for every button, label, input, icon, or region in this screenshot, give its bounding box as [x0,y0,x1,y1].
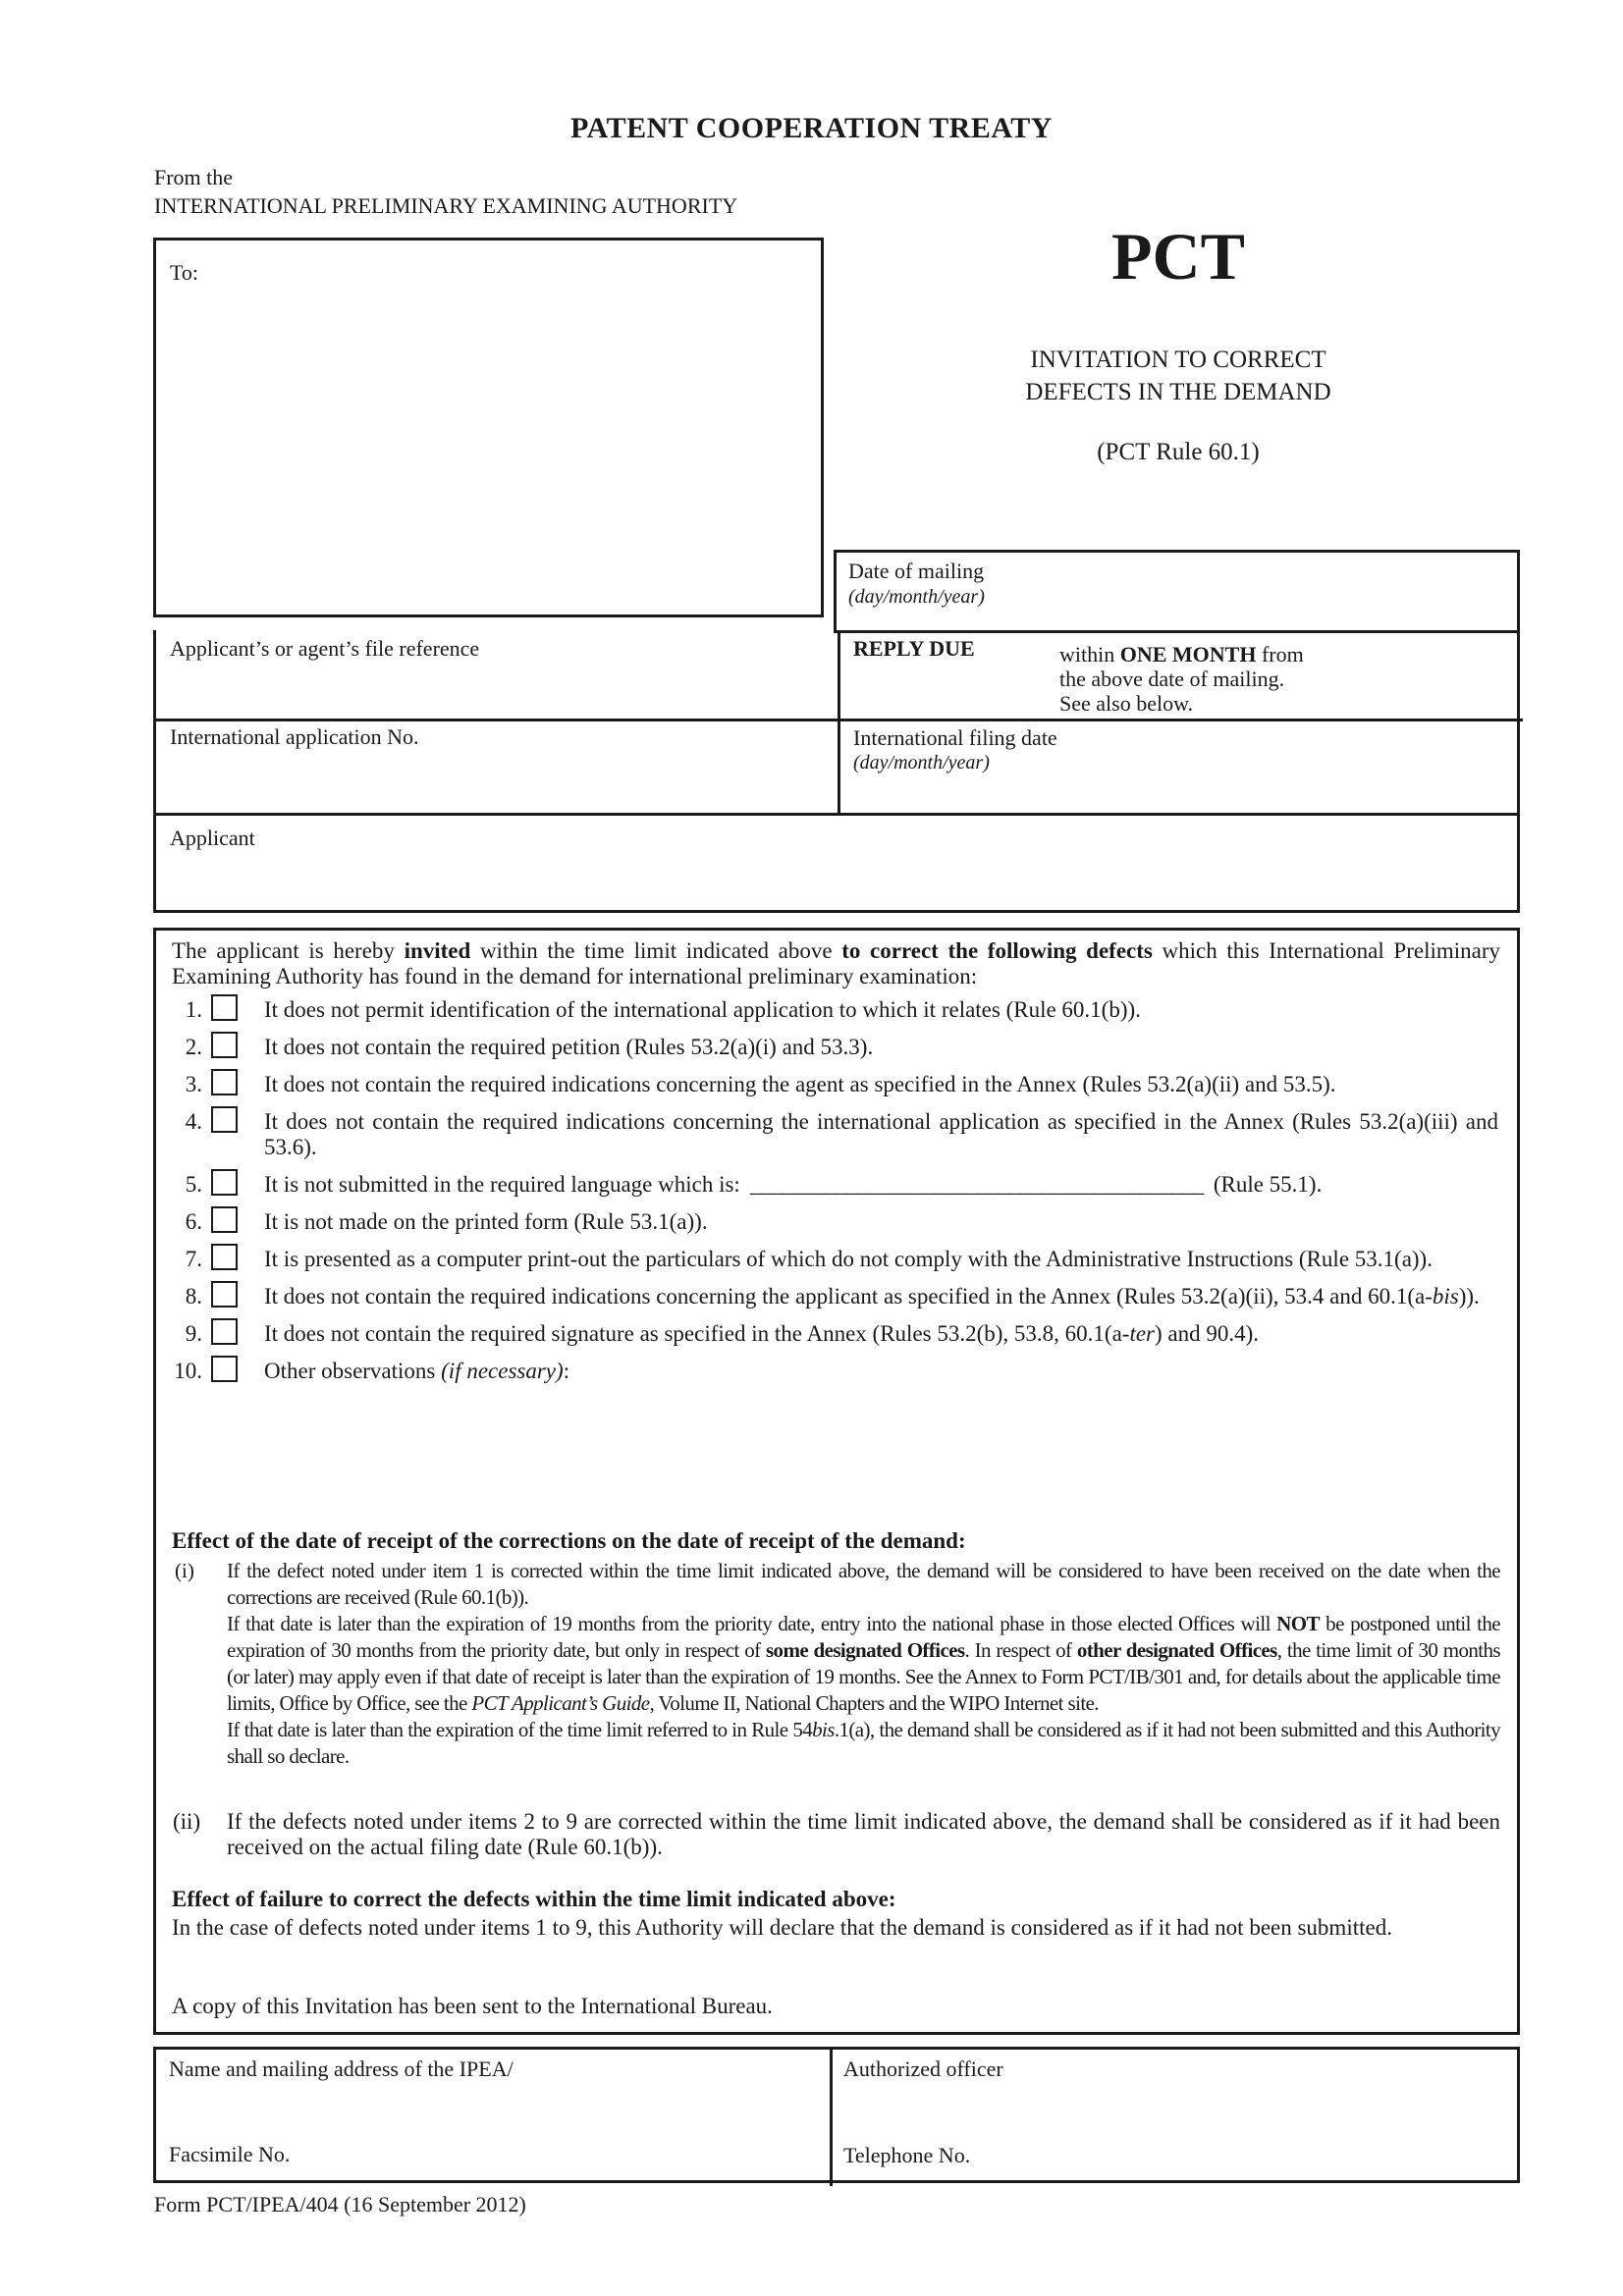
to-label: To: [170,260,199,285]
pct-logo-text: PCT [1111,219,1245,294]
effect-heading: Effect of the date of receipt of the corrections on the date of receipt of the demand: [172,1528,966,1553]
footer-divider [830,2050,833,2186]
copy-sent-note: A copy of this Invitation has been sent to the International Bureau. [172,1994,773,2018]
failure-heading: Effect of failure to correct the defects within the time limit indicated above: [172,1887,896,1911]
defect-item-3: 3. It does not contain the required indications concerning the agent as specified in the Annex (Rules 53.2(a)(ii) and 53.5). [170,1072,1498,1097]
form-heading: PATENT COOPERATION TREATY [570,112,1053,144]
authorized-officer-label: Authorized officer [843,2056,1003,2081]
form-identifier: Form PCT/IPEA/404 (16 September 2012) [154,2192,526,2216]
intl-app-no-label: International application No. [170,724,419,749]
from-line-2: INTERNATIONAL PRELIMINARY EXAMINING AUTHORITY [154,193,738,218]
date-format-hint: (day/month/year) [848,586,985,608]
grid-vertical-divider [838,630,840,816]
form-title-line-2: DEFECTS IN THE DEMAND [1025,379,1331,405]
reply-due-label: REPLY DUE [853,636,975,661]
checkbox-item-4[interactable] [211,1106,238,1133]
item-i-paragraph-1: If the defect noted under item 1 is corrected within the time limit indicated above, the demand will be considered to have been received on the date when the corrections are received (Rule 60.1(b)). [227,1559,1500,1609]
defect-checklist [170,997,1498,1396]
telephone-label: Telephone No. [843,2143,971,2167]
reply-line-2: the above date of mailing. [1059,667,1285,691]
item-i-label: (i) [175,1559,194,1582]
ipea-address-label: Name and mailing address of the IPEA/ [169,2056,514,2081]
applicant-label: Applicant [170,826,255,850]
item-ii-label: (ii) [173,1809,201,1834]
failure-text: In the case of defects noted under items 1 to 9, this Authority will declare that the demand is considered as if it had not been submitted. [172,1915,1392,1940]
intl-filing-date-label: International filing date [853,725,1057,750]
language-blank[interactable]: __________________________________________ [749,1172,1204,1197]
intro-paragraph: The applicant is hereby invited within the time limit indicated above to correct the following defects which this International Preliminary Examining Authority has found in the demand for international preliminary examination: [172,938,1500,988]
date-of-mailing-field[interactable] [834,550,1520,633]
item-ii-text: If the defects noted under items 2 to 9 are corrected within the time limit indicated above, the demand shall be considered as if it had been received on the actual filing date (Rule 60.1(b)). [227,1809,1500,1859]
checkbox-item-1[interactable] [211,994,238,1021]
reply-line-3: See also below. [1059,691,1194,716]
checkbox-item-7[interactable] [211,1244,238,1270]
checkbox-item-5[interactable] [211,1169,238,1196]
application-info-grid [153,630,1520,816]
checkbox-item-8[interactable] [211,1281,238,1308]
reply-due-text [1059,642,1304,716]
file-reference-label: Applicant’s or agent’s file reference [170,636,480,661]
form-title-line-1: INVITATION TO CORRECT [1030,347,1326,373]
checkbox-item-6[interactable] [211,1206,238,1233]
checkbox-item-2[interactable] [211,1032,238,1058]
addressee-box [153,238,824,617]
from-line-1: From the [154,165,234,189]
date-of-mailing-label: Date of mailing [848,559,985,583]
defect-item-4: 4. It does not contain the required indications concerning the international application as specified in the Annex (Rules 53.2(a)(iii) and 53.6). [170,1109,1498,1160]
rule-reference: (PCT Rule 60.1) [1097,439,1260,465]
defect-item-9: 9. It does not contain the required signature as specified in the Annex (Rules 53.2(b), 53.8, 60.1(a-ter) and 90.4). [170,1321,1498,1347]
reply-from: from [1261,642,1304,667]
defect-item-5: 5. It is not submitted in the required language which is: __________________________________________ (Rule 55.1). [170,1172,1498,1198]
defect-item-2: 2. It does not contain the required petition (Rules 53.2(a)(i) and 53.3). [170,1035,1498,1060]
facsimile-label: Facsimile No. [169,2142,291,2166]
filing-date-format-hint: (day/month/year) [853,752,990,774]
reply-one-month: ONE MONTH [1119,642,1257,667]
item-i-paragraph-3: If that date is later than the expiration of the time limit referred to in Rule 54bis.1(a), the demand shall be considered as if it had not been submitted and this Authority shall so declare. [227,1718,1500,1768]
checkbox-item-9[interactable] [211,1318,238,1345]
form-title [923,344,1434,408]
reply-within: within [1059,642,1115,667]
defect-item-10: 10. Other observations (if necessary): [170,1359,1498,1384]
grid-horizontal-divider [156,719,1523,721]
defect-item-7: 7. It is presented as a computer print-out the particulars of which do not comply with the Administrative Instructions (Rule 53.1(a)). [170,1247,1498,1272]
item-i-paragraph-2: If that date is later than the expiration of 19 months from the priority date, entry into the national phase in those elected Offices will NOT be postponed until the expiration of 30 months from the priority date, but only in respect of some designated Offices. In respect of other designated Offices, the time limit of 30 months (or later) may apply even if that date of receipt is later than the expiration of 19 months. See the Annex to Form PCT/IB/301 and, for details about the applicable time limits, Office by Office, see the PCT Applicant’s Guide, Volume II, National Chapters and the WIPO Internet site. [227,1612,1500,1715]
applicant-field[interactable] [153,813,1520,913]
defect-item-1: 1. It does not permit identification of the international application to which it relates (Rule 60.1(b)). [170,997,1498,1023]
checkbox-item-10[interactable] [211,1356,238,1382]
defect-item-8: 8. It does not contain the required indications concerning the applicant as specified in the Annex (Rules 53.2(a)(ii), 53.4 and 60.1(a-bis)). [170,1284,1498,1309]
ipea-contact-box [153,2047,1520,2183]
defect-item-6: 6. It is not made on the printed form (Rule 53.1(a)). [170,1209,1498,1235]
checkbox-item-3[interactable] [211,1069,238,1095]
item-i-text [227,1558,1500,1770]
